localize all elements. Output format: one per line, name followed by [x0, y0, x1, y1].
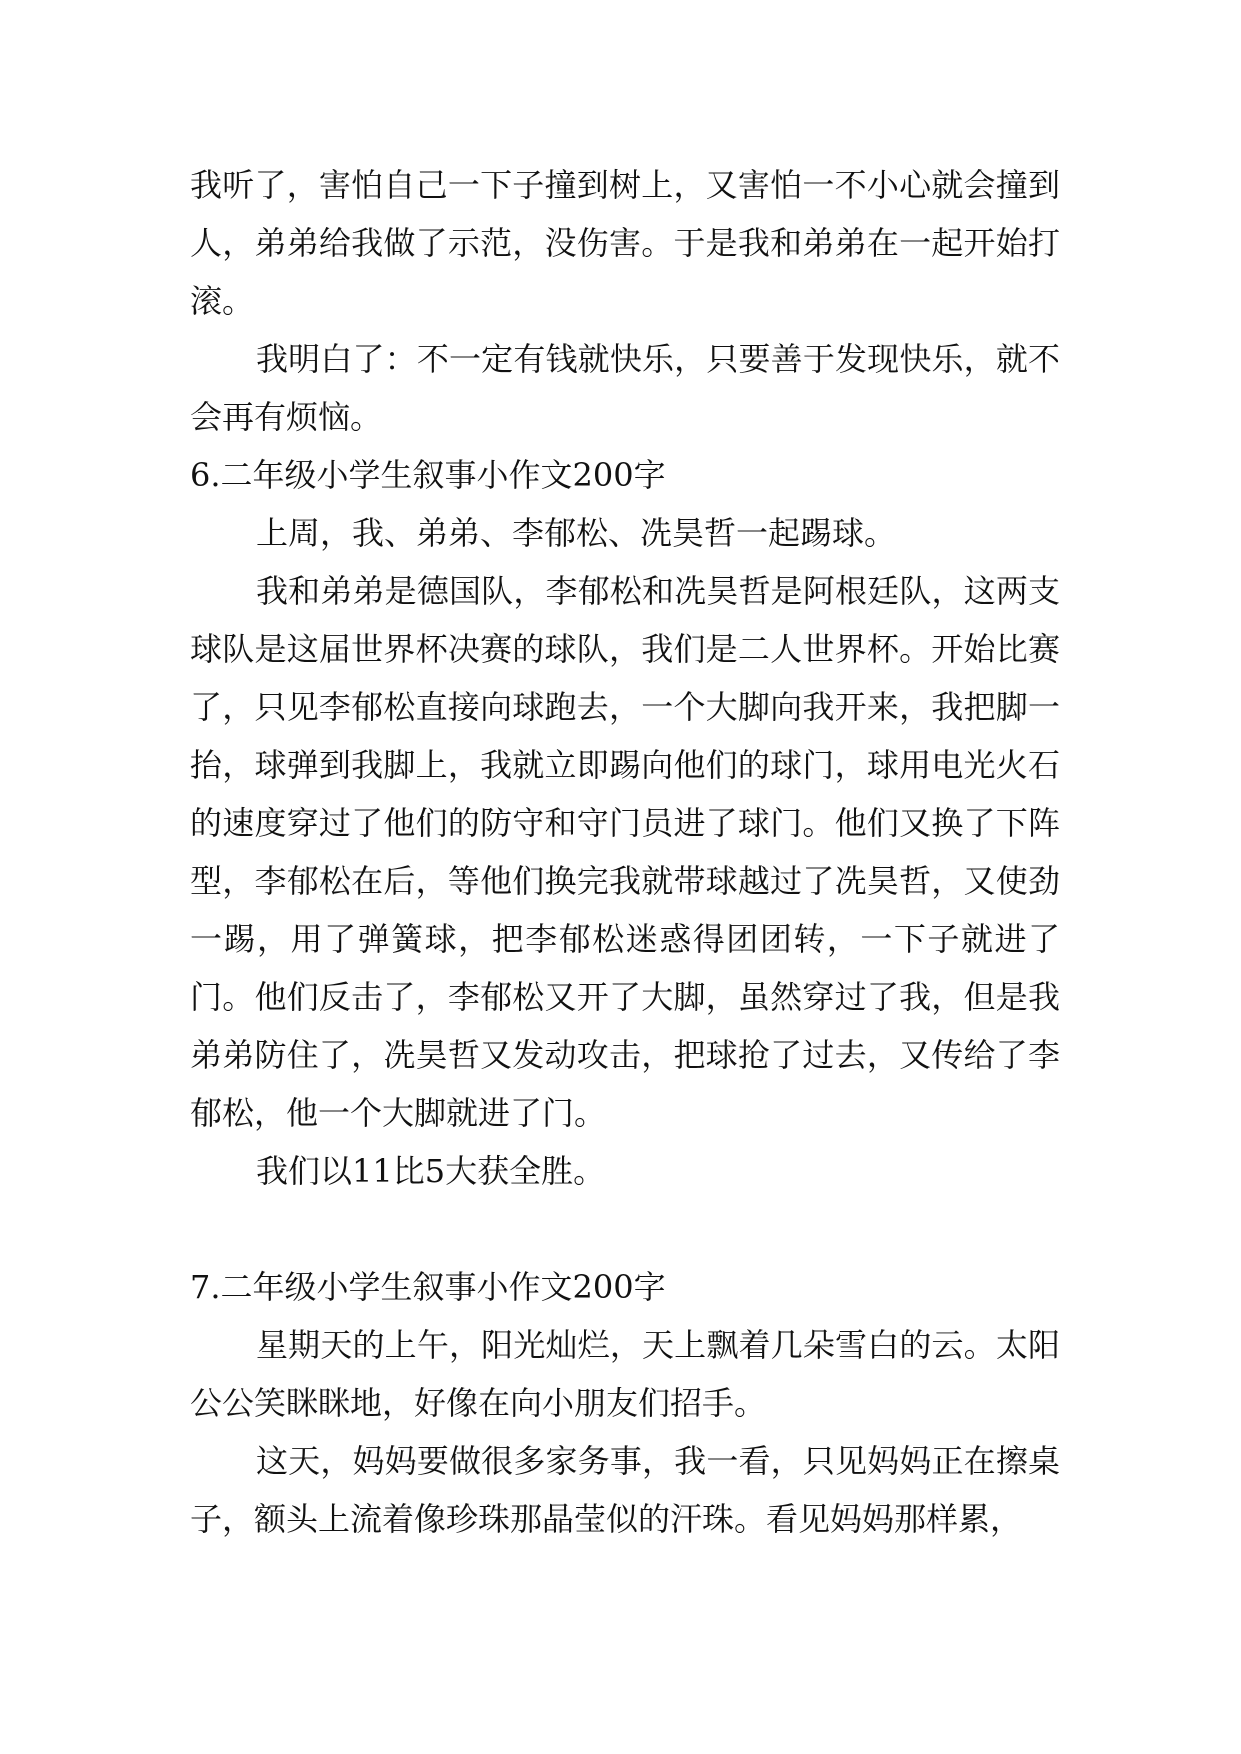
- section-heading: 7.二年级小学生叙事小作文200字: [190, 1268, 666, 1306]
- paragraph: 我们以11比5大获全胜。: [256, 1152, 606, 1190]
- paragraph: 我明白了：不一定有钱就快乐，只要善于发现快乐，就不会再有烦恼。: [190, 340, 1060, 436]
- blank-line: [190, 1200, 1060, 1258]
- document-page: [190, 156, 1060, 1548]
- paragraph: 上周，我、弟弟、李郁松、冼昊哲一起踢球。: [256, 514, 897, 552]
- paragraph: 我和弟弟是德国队，李郁松和冼昊哲是阿根廷队，这两支球队是这届世界杯决赛的球队，我们是二人世界杯。开始比赛了，只见李郁松直接向球跑去，一个大脚向我开来，我把脚一抬，球弹到我脚上，我就立即踢向他们的球门，球用电光火石的速度穿过了他们的防守和守门员进了球门。他们又换了下阵型，李郁松在后，等他们换完我就带球越过了冼昊哲，又使劲一踢，用了弹簧球，把李郁松迷惑得团团转，一下子就进了门。他们反击了，李郁松又开了大脚，虽然穿过了我，但是我弟弟防住了，冼昊哲又发动攻击，把球抢了过去，又传给了李郁松，他一个大脚就进了门。: [190, 572, 1060, 1132]
- paragraph: 星期天的上午，阳光灿烂，天上飘着几朵雪白的云。太阳公公笑眯眯地，好像在向小朋友们招手。: [190, 1326, 1060, 1422]
- section-heading: 6.二年级小学生叙事小作文200字: [190, 456, 666, 494]
- paragraph: 这天，妈妈要做很多家务事，我一看，只见妈妈正在擦桌子，额头上流着像珍珠那晶莹似的汗珠。看见妈妈那样累，: [190, 1442, 1060, 1538]
- paragraph: 我听了，害怕自己一下子撞到树上，又害怕一不小心就会撞到人，弟弟给我做了示范，没伤害。于是我和弟弟在一起开始打滚。: [190, 166, 1060, 320]
